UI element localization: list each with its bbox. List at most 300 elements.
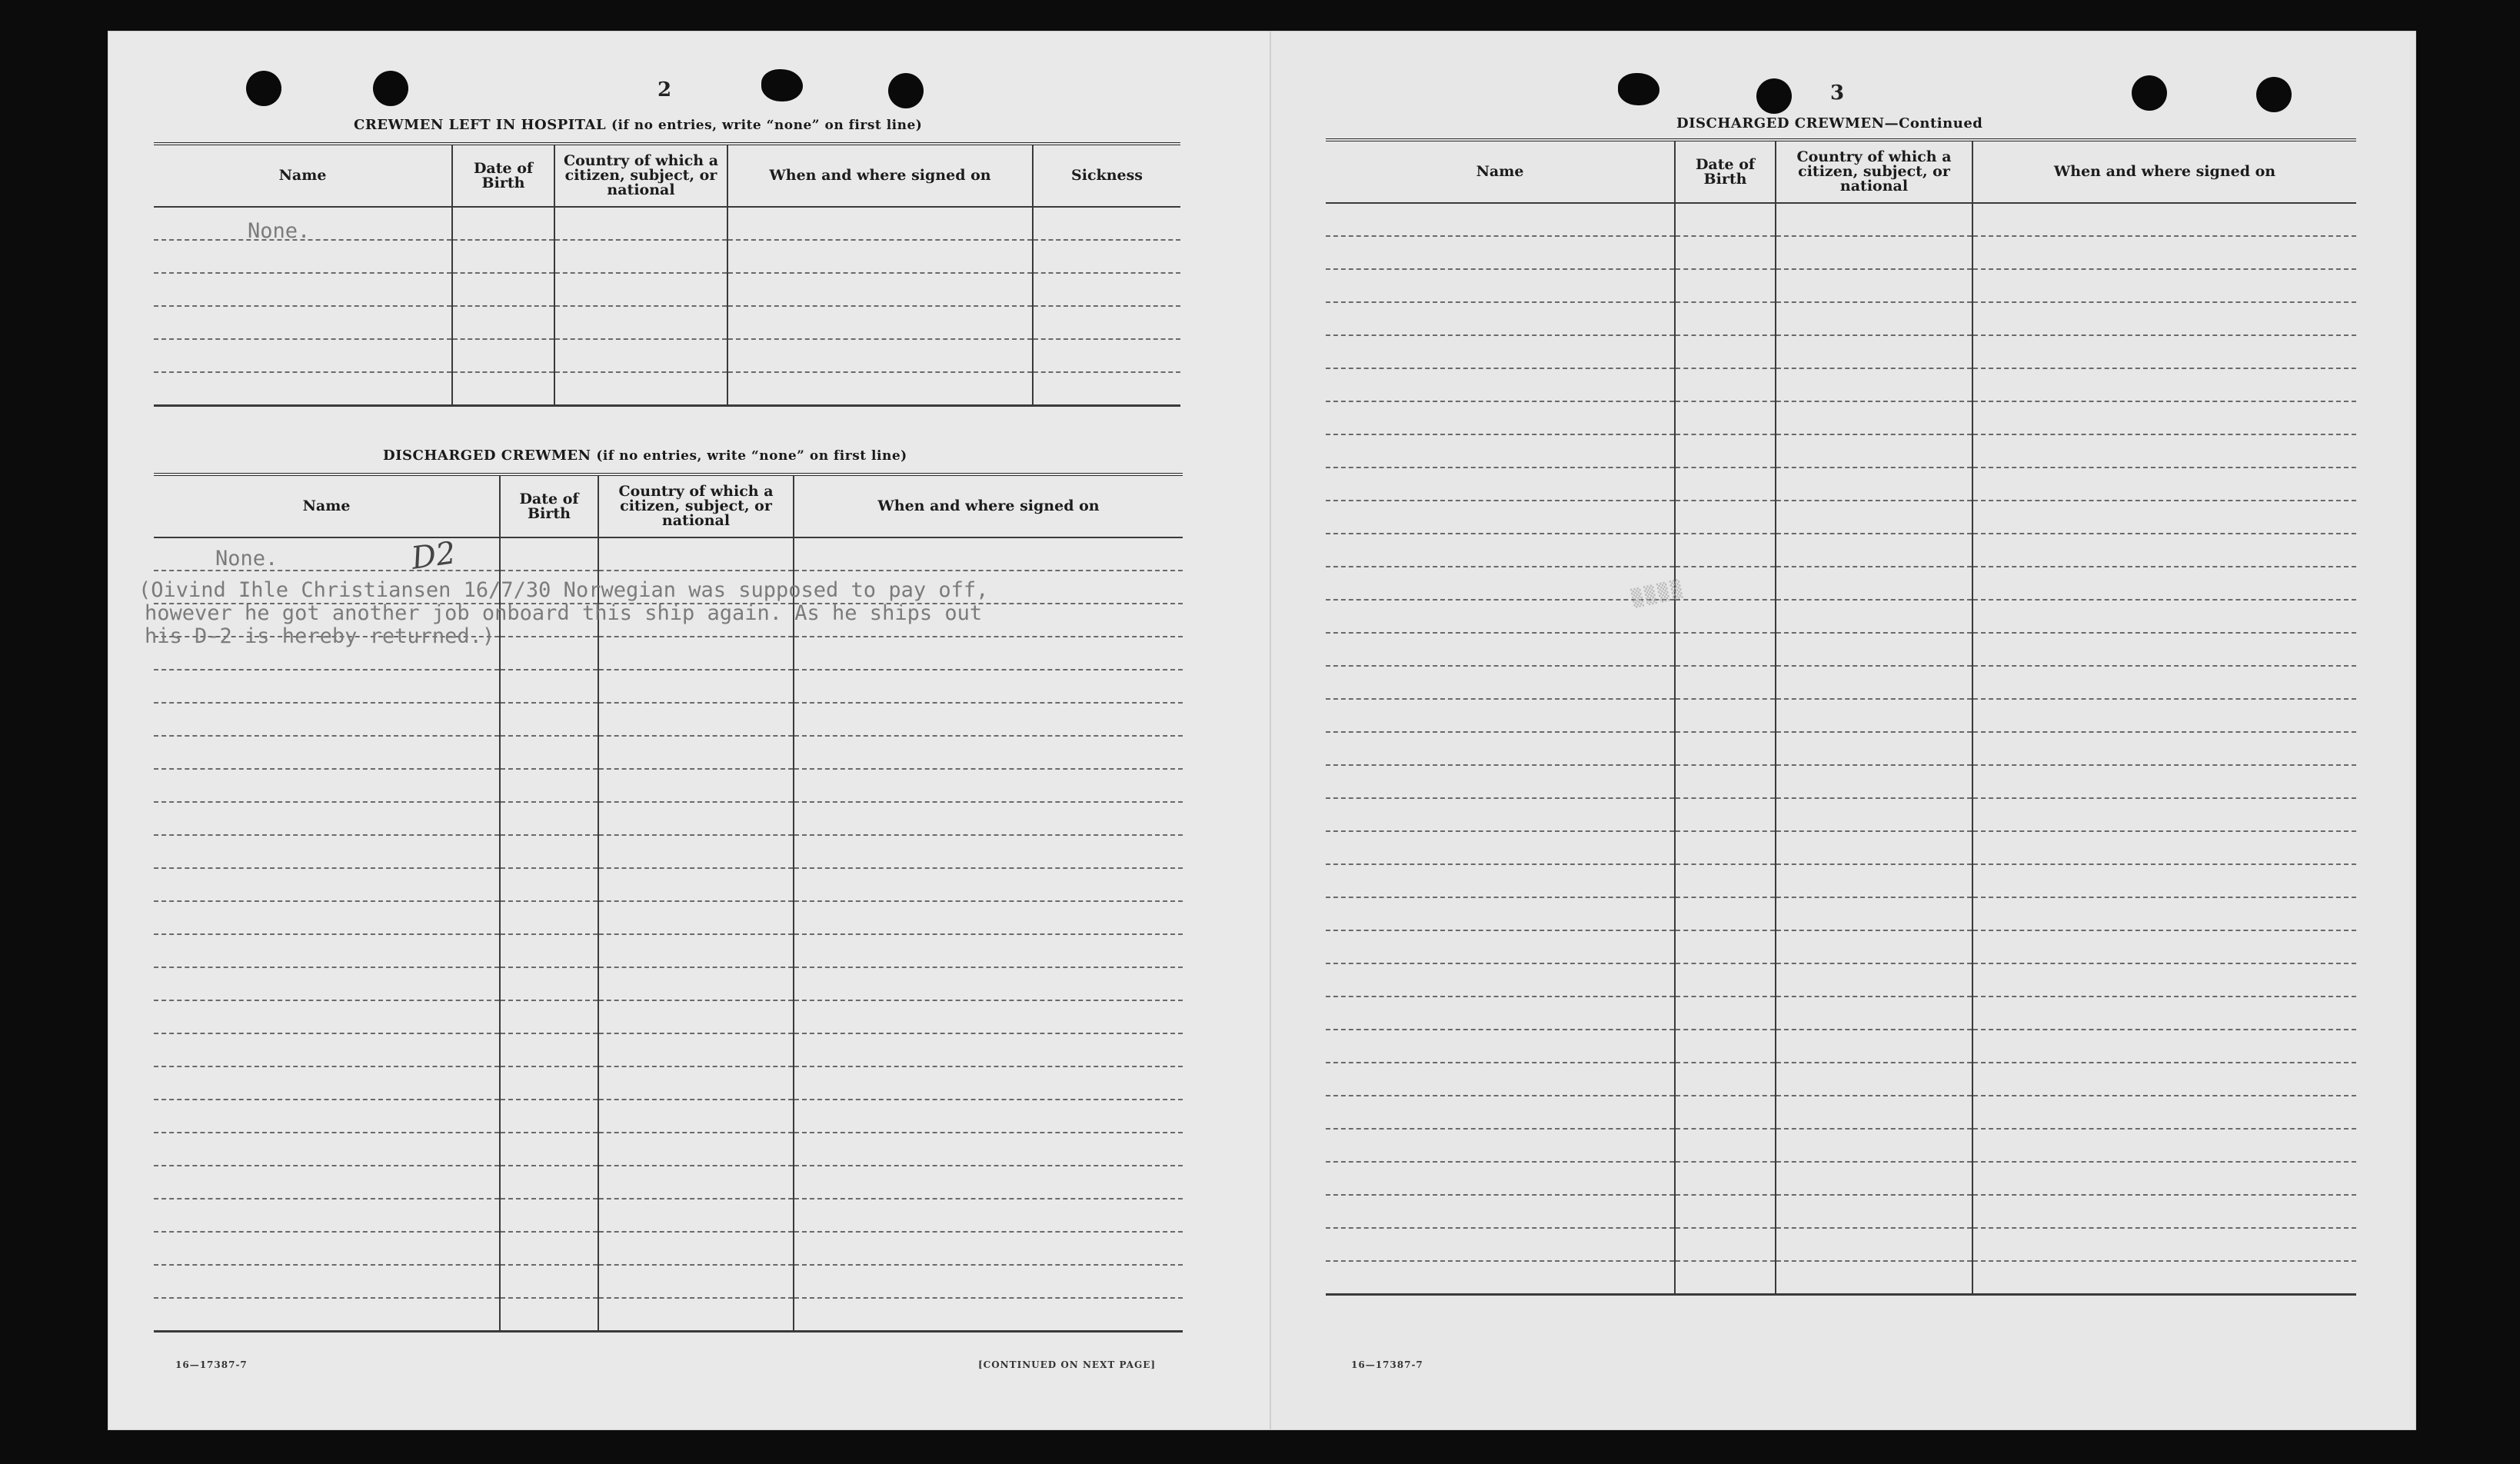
table-cell (154, 1133, 500, 1166)
table-cell (1972, 997, 2356, 1030)
table-cell (500, 736, 598, 769)
table-cell (794, 1232, 1183, 1265)
table-row (154, 306, 1180, 339)
table-row (1326, 666, 2356, 699)
table-cell (1675, 1129, 1776, 1162)
table-cell (500, 1166, 598, 1199)
table-row (1326, 203, 2356, 236)
table-row (1326, 1162, 2356, 1195)
table-cell (554, 372, 727, 406)
table-cell (1326, 335, 1675, 368)
table-cell (1675, 897, 1776, 930)
table-cell (1776, 600, 1972, 633)
col-date-of-birth: Date of Birth (500, 474, 598, 537)
continued-note: [CONTINUED ON NEXT PAGE] (978, 1359, 1157, 1370)
table-row (1326, 930, 2356, 963)
table-row (1326, 1228, 2356, 1261)
table-cell (598, 537, 794, 571)
table-cell (1776, 897, 1972, 930)
table-cell (554, 207, 727, 240)
table-cell (154, 1000, 500, 1033)
table-cell (794, 967, 1183, 1000)
table-cell (500, 1199, 598, 1232)
table-cell (1776, 930, 1972, 963)
table-cell (500, 1066, 598, 1100)
table-cell (1675, 1195, 1776, 1228)
table-row (1326, 1030, 2356, 1063)
table-cell (1675, 732, 1776, 765)
table-row (154, 868, 1183, 901)
table-cell (154, 967, 500, 1000)
table-cell (1776, 1195, 1972, 1228)
table-cell (1033, 273, 1180, 306)
table-cell (727, 372, 1033, 406)
table-cell (1675, 930, 1776, 963)
faint-stamp: ▒▒▒▒ (1630, 579, 1686, 609)
table-row (1326, 269, 2356, 302)
table-cell (1972, 666, 2356, 699)
discharge-note-line-1: (Oivind Ihle Christiansen 16/7/30 Norwegian was supposed to pay off, (138, 578, 989, 602)
table-cell (794, 1133, 1183, 1166)
table-row (154, 240, 1180, 273)
table-cell (1326, 633, 1675, 666)
table-cell (1972, 963, 2356, 997)
table-cell (500, 1000, 598, 1033)
table-cell (598, 934, 794, 967)
table-cell (554, 240, 727, 273)
table-cell (1972, 269, 2356, 302)
form-number: 16—17387-7 (175, 1359, 248, 1370)
table-cell (1972, 1261, 2356, 1295)
table-row (1326, 534, 2356, 567)
table-cell (1675, 1063, 1776, 1096)
table-cell (598, 868, 794, 901)
table-cell (154, 1199, 500, 1232)
punch-hole (2132, 75, 2167, 111)
table-cell (1326, 897, 1675, 930)
table-row (1326, 401, 2356, 434)
table-cell (598, 967, 794, 1000)
table-cell (1776, 633, 1972, 666)
table-cell (452, 273, 554, 306)
table-cell (1972, 1096, 2356, 1129)
table-cell (1972, 732, 2356, 765)
table-cell (1033, 240, 1180, 273)
right-page (1270, 31, 2416, 1430)
table-cell (1675, 997, 1776, 1030)
table-cell (1675, 534, 1776, 567)
table-cell (154, 1166, 500, 1199)
table-cell (1675, 501, 1776, 534)
table-cell (1776, 467, 1972, 501)
table-cell (794, 1100, 1183, 1133)
table-cell (452, 339, 554, 372)
table-cell (1972, 1063, 2356, 1096)
table-cell (1675, 434, 1776, 467)
discharge-note-line-3: his D-2 is hereby returned.) (145, 624, 495, 648)
table-cell (598, 1000, 794, 1033)
table-cell (1972, 699, 2356, 732)
table-cell (1675, 368, 1776, 401)
table-cell (500, 1298, 598, 1332)
table-cell (598, 1133, 794, 1166)
continued-section-title: DISCHARGED CREWMEN—Continued (1676, 115, 1983, 131)
table-cell (154, 306, 452, 339)
table-row (154, 670, 1183, 703)
punch-hole (1756, 78, 1792, 114)
col-date-of-birth: Date of Birth (1675, 140, 1776, 203)
col-name: Name (154, 144, 452, 207)
table-cell (1675, 1162, 1776, 1195)
table-cell (1675, 401, 1776, 434)
table-cell (1675, 963, 1776, 997)
col-name: Name (154, 474, 500, 537)
hospital-section-title (354, 117, 922, 133)
table-cell (598, 736, 794, 769)
table-cell (1776, 501, 1972, 534)
table-cell (1972, 302, 2356, 335)
table-cell (598, 637, 794, 670)
table-cell (1675, 600, 1776, 633)
table-cell (154, 1066, 500, 1100)
table-cell (154, 1033, 500, 1066)
table-cell (1326, 302, 1675, 335)
table-cell (500, 835, 598, 868)
table-cell (598, 703, 794, 736)
table-cell (1776, 1129, 1972, 1162)
table-cell (1776, 1096, 1972, 1129)
table-cell (794, 1033, 1183, 1066)
table-cell (1776, 831, 1972, 864)
punch-hole (888, 73, 924, 108)
table-cell (1675, 335, 1776, 368)
table-cell (1326, 831, 1675, 864)
table-cell (1972, 567, 2356, 600)
discharged-first-entry: None. (215, 547, 278, 571)
table-cell (1776, 567, 1972, 600)
table-row (154, 703, 1183, 736)
table-cell (154, 1298, 500, 1332)
table-row (154, 1066, 1183, 1100)
table-cell (727, 306, 1033, 339)
table-row (1326, 1195, 2356, 1228)
table-cell (794, 1298, 1183, 1332)
table-cell (1326, 864, 1675, 897)
table-cell (1326, 666, 1675, 699)
table-cell (500, 769, 598, 802)
table-cell (452, 240, 554, 273)
table-cell (1776, 666, 1972, 699)
table-cell (1776, 963, 1972, 997)
table-cell (1972, 1228, 2356, 1261)
table-cell (794, 1265, 1183, 1298)
table-cell (794, 1166, 1183, 1199)
table-row (1326, 434, 2356, 467)
table-row (154, 1133, 1183, 1166)
table-cell (1326, 434, 1675, 467)
table-row (154, 1232, 1183, 1265)
table-cell (1972, 467, 2356, 501)
table-cell (727, 339, 1033, 372)
table-cell (154, 703, 500, 736)
table-cell (154, 868, 500, 901)
table-cell (1033, 306, 1180, 339)
table-cell (500, 934, 598, 967)
table-row (1326, 236, 2356, 269)
col-signed-on: When and where signed on (1972, 140, 2356, 203)
table-cell (794, 868, 1183, 901)
col-name: Name (1326, 140, 1675, 203)
table-row (1326, 633, 2356, 666)
table-cell (598, 901, 794, 934)
table-cell (727, 273, 1033, 306)
punch-hole (1618, 73, 1659, 105)
table-cell (1776, 1228, 1972, 1261)
table-cell (1776, 434, 1972, 467)
table-cell (794, 1066, 1183, 1100)
table-row (1326, 963, 2356, 997)
table-row (1326, 501, 2356, 534)
table-cell (1033, 372, 1180, 406)
table-cell (1972, 434, 2356, 467)
table-cell (500, 1265, 598, 1298)
left-page (108, 31, 1270, 1430)
table-cell (1326, 501, 1675, 534)
table-cell (794, 1000, 1183, 1033)
table-cell (1675, 699, 1776, 732)
table-cell (598, 1232, 794, 1265)
table-cell (154, 1100, 500, 1133)
table-row (154, 835, 1183, 868)
hospital-first-entry: None. (248, 219, 311, 243)
punch-hole (761, 69, 803, 101)
page-number: 3 (1830, 82, 1845, 105)
table-cell (1326, 1096, 1675, 1129)
table-row (154, 1199, 1183, 1232)
table-cell (1776, 1261, 1972, 1295)
table-cell (1675, 633, 1776, 666)
table-cell (554, 273, 727, 306)
table-cell (154, 736, 500, 769)
table-row (154, 339, 1180, 372)
table-cell (1776, 302, 1972, 335)
table-cell (1326, 1162, 1675, 1195)
table-row (154, 769, 1183, 802)
table-cell (1326, 203, 1675, 236)
table-cell (1675, 1096, 1776, 1129)
table-row (1326, 1096, 2356, 1129)
table-cell (598, 670, 794, 703)
table-cell (154, 802, 500, 835)
col-country: Country of which a citizen, subject, or national (598, 474, 794, 537)
table-cell (1675, 831, 1776, 864)
table-cell (1675, 236, 1776, 269)
table-cell (1972, 864, 2356, 897)
table-cell (1972, 633, 2356, 666)
table-row (154, 372, 1180, 406)
table-cell (598, 1166, 794, 1199)
table-cell (1675, 765, 1776, 798)
table-cell (1326, 699, 1675, 732)
table-cell (1972, 501, 2356, 534)
table-cell (1675, 1228, 1776, 1261)
continued-discharged-table (1326, 138, 2356, 1296)
table-cell (1033, 339, 1180, 372)
table-cell (1326, 600, 1675, 633)
table-cell (1776, 401, 1972, 434)
table-cell (1776, 203, 1972, 236)
form-number: 16—17387-7 (1351, 1359, 1423, 1370)
table-row (154, 802, 1183, 835)
table-row (154, 537, 1183, 571)
table-cell (1776, 534, 1972, 567)
table-cell (1776, 864, 1972, 897)
table-cell (500, 868, 598, 901)
table-cell (794, 802, 1183, 835)
table-cell (727, 207, 1033, 240)
table-cell (1776, 236, 1972, 269)
table-cell (1675, 203, 1776, 236)
table-cell (1675, 302, 1776, 335)
page-number: 2 (657, 78, 672, 101)
table-row (154, 967, 1183, 1000)
col-signed-on: When and where signed on (727, 144, 1033, 207)
table-cell (154, 339, 452, 372)
table-cell (1326, 1261, 1675, 1295)
table-cell (1972, 401, 2356, 434)
table-row (154, 1000, 1183, 1033)
table-row (1326, 467, 2356, 501)
table-cell (500, 537, 598, 571)
table-cell (154, 670, 500, 703)
table-row (1326, 1129, 2356, 1162)
table-cell (598, 1265, 794, 1298)
table-row (1326, 600, 2356, 633)
discharged-title-text: DISCHARGED CREWMEN (383, 448, 591, 464)
table-cell (500, 967, 598, 1000)
table-cell (154, 372, 452, 406)
table-row (154, 1033, 1183, 1066)
table-cell (598, 1298, 794, 1332)
table-cell (1776, 765, 1972, 798)
table-cell (154, 769, 500, 802)
punch-hole (373, 71, 408, 106)
table-cell (452, 306, 554, 339)
table-cell (1326, 765, 1675, 798)
table-cell (154, 835, 500, 868)
table-row (1326, 997, 2356, 1030)
table-cell (1776, 269, 1972, 302)
table-cell (1326, 534, 1675, 567)
table-cell (1675, 269, 1776, 302)
hospital-title-text: CREWMEN LEFT IN HOSPITAL (354, 117, 607, 133)
table-cell (1776, 335, 1972, 368)
table-row (1326, 831, 2356, 864)
table-row (1326, 765, 2356, 798)
table-cell (598, 835, 794, 868)
table-cell (154, 240, 452, 273)
table-cell (154, 901, 500, 934)
table-cell (1972, 1162, 2356, 1195)
table-cell (1972, 203, 2356, 236)
table-cell (1972, 1195, 2356, 1228)
table-cell (1972, 765, 2356, 798)
table-cell (794, 769, 1183, 802)
table-cell (554, 306, 727, 339)
table-row (1326, 699, 2356, 732)
table-cell (452, 207, 554, 240)
table-cell (598, 1033, 794, 1066)
table-cell (1972, 1030, 2356, 1063)
table-cell (1675, 1261, 1776, 1295)
table-cell (1776, 699, 1972, 732)
table-cell (1776, 1063, 1972, 1096)
table-cell (1675, 467, 1776, 501)
table-cell (1326, 467, 1675, 501)
col-date-of-birth: Date of Birth (452, 144, 554, 207)
table-cell (794, 835, 1183, 868)
table-row (1326, 302, 2356, 335)
table-cell (1776, 997, 1972, 1030)
table-row (154, 736, 1183, 769)
table-cell (1776, 732, 1972, 765)
table-row (1326, 798, 2356, 831)
table-cell (1326, 1030, 1675, 1063)
table-cell (1972, 534, 2356, 567)
table-cell (500, 1033, 598, 1066)
table-cell (500, 1133, 598, 1166)
table-cell (794, 637, 1183, 670)
table-cell (598, 1199, 794, 1232)
table-row (154, 901, 1183, 934)
table-cell (598, 1066, 794, 1100)
table-cell (500, 1232, 598, 1265)
table-cell (1326, 732, 1675, 765)
table-cell (598, 802, 794, 835)
table-cell (554, 339, 727, 372)
table-cell (1326, 798, 1675, 831)
table-row (1326, 335, 2356, 368)
table-cell (1972, 798, 2356, 831)
table-row (1326, 567, 2356, 600)
table-cell (794, 703, 1183, 736)
col-signed-on: When and where signed on (794, 474, 1183, 537)
table-cell (794, 736, 1183, 769)
hospital-table (154, 142, 1180, 407)
table-cell (1972, 600, 2356, 633)
table-cell (1776, 1162, 1972, 1195)
table-cell (1326, 401, 1675, 434)
table-cell (154, 1265, 500, 1298)
table-cell (1675, 864, 1776, 897)
table-cell (1972, 930, 2356, 963)
table-row (154, 1166, 1183, 1199)
table-cell (1675, 666, 1776, 699)
table-row (1326, 368, 2356, 401)
table-cell (1326, 269, 1675, 302)
table-cell (1033, 207, 1180, 240)
table-cell (1675, 1030, 1776, 1063)
table-row (154, 1265, 1183, 1298)
table-cell (1326, 368, 1675, 401)
discharged-section-title (383, 448, 907, 464)
table-cell (1326, 930, 1675, 963)
table-row (1326, 864, 2356, 897)
table-cell (727, 240, 1033, 273)
table-cell (598, 1100, 794, 1133)
table-cell (500, 1100, 598, 1133)
table-row (154, 1298, 1183, 1332)
